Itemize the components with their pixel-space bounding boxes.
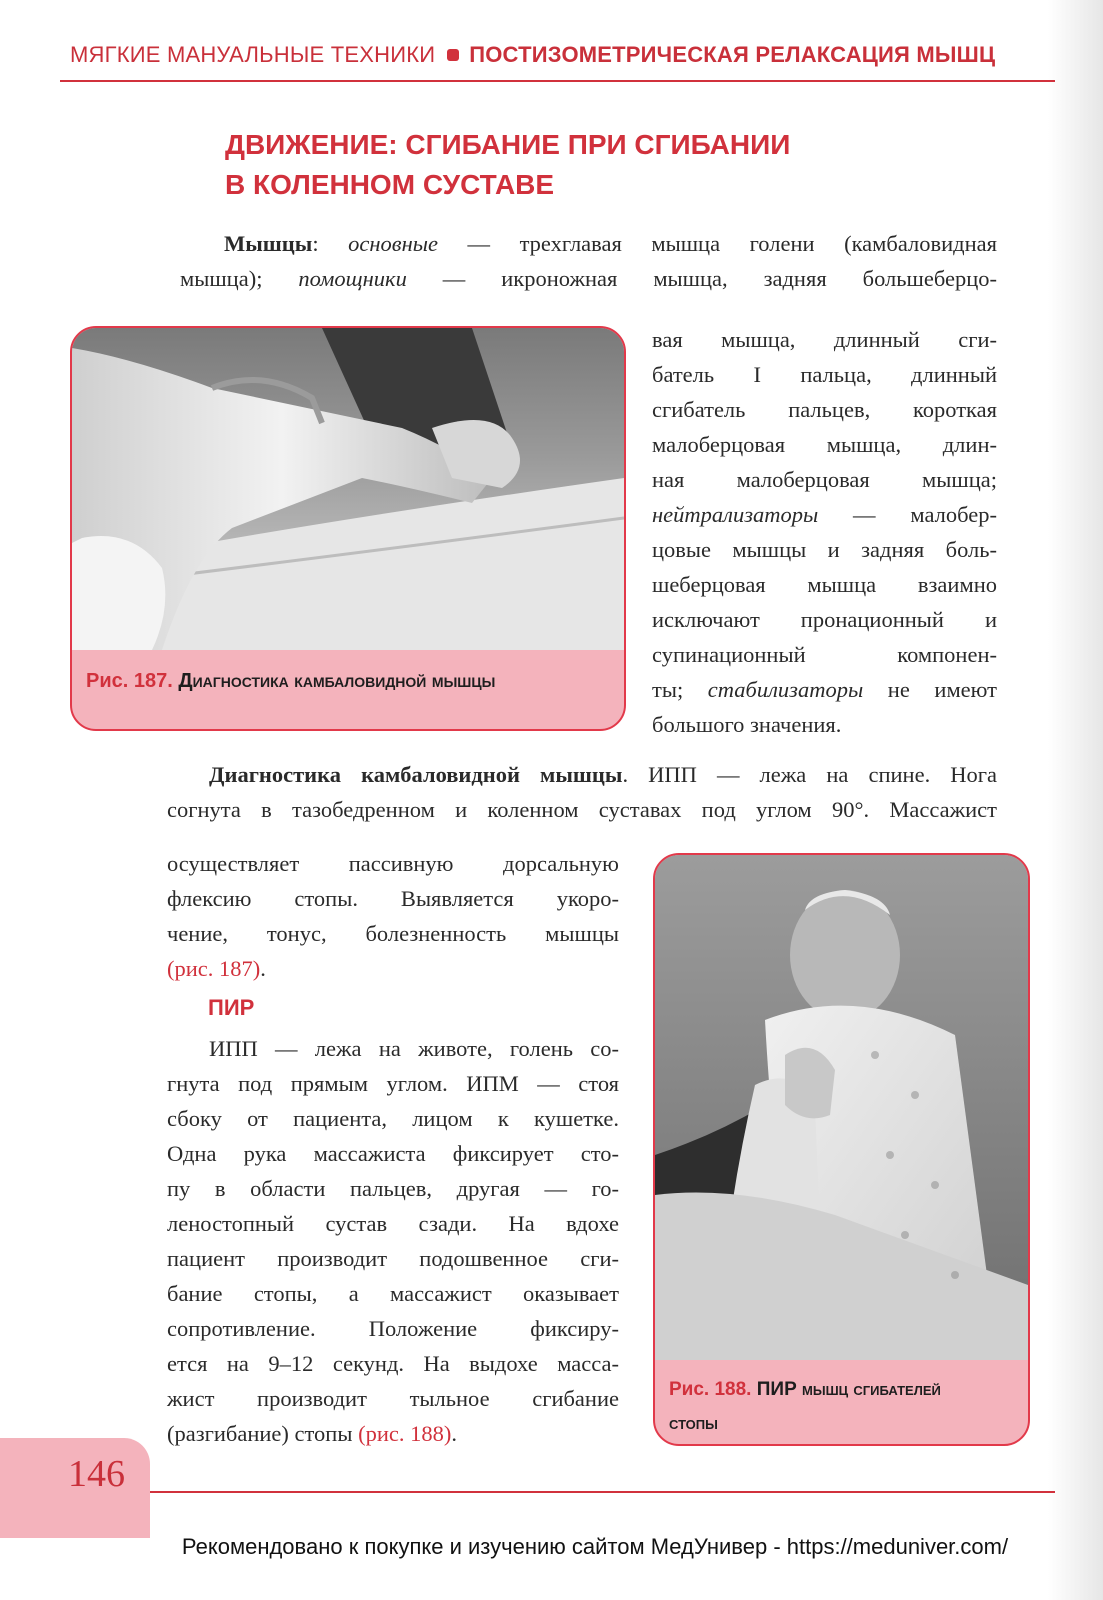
diagnostics-paragraph — [167, 757, 997, 827]
pir-heading: ПИР — [208, 995, 255, 1020]
text-line: ты; стабилизаторы не имеют — [652, 677, 998, 702]
text-line: мышца); помощники — икроножная мышца, задняя большеберцо- — [180, 266, 997, 291]
text-line: цовые мышцы и задняя боль- — [652, 537, 997, 562]
photo-soleus-diagnostics — [72, 328, 624, 650]
bullet-icon — [447, 49, 459, 61]
footer-rule — [150, 1491, 1055, 1493]
text-line: ная малоберцовая мышца; — [652, 467, 997, 492]
running-head-section: МЯГКИЕ МАНУАЛЬНЫЕ ТЕХНИКИ — [70, 42, 436, 67]
text-line: нейтрализаторы — малобер- — [652, 502, 997, 527]
heading-line-2: В КОЛЕННОМ СУСТАВЕ — [225, 169, 555, 200]
text-line: сбоку от пациента, лицом к кушетке. — [167, 1106, 619, 1131]
running-head — [70, 42, 1055, 68]
pir-paragraph — [167, 1031, 619, 1451]
photo-pir-foot-flexors — [655, 855, 1028, 1360]
text-line: сопротивление. Положение фиксиру- — [167, 1316, 619, 1341]
text-line: (разгибание) стопы (рис. 188). — [167, 1421, 457, 1446]
text-line: вая мышца, длинный сги- — [652, 327, 997, 352]
muscles-paragraph-column — [652, 322, 997, 742]
text-line: пациент производит подошвенное сги- — [167, 1246, 619, 1271]
figure-188 — [653, 853, 1030, 1446]
text-line: супинационный компонен- — [652, 642, 997, 667]
footer-watermark: Рекомендовано к покупке и изучению сайтом МедУнивер - https://meduniver.com/ — [181, 1534, 1009, 1559]
text-line: исключают пронационный и — [652, 607, 997, 632]
text-line: жист производит тыльное сгибание — [167, 1386, 619, 1411]
figure-187 — [70, 326, 626, 731]
text-line: Одна рука массажиста фиксирует сто- — [167, 1141, 619, 1166]
page-edge-shadow — [1048, 0, 1103, 1600]
text-line: ИПП — лежа на животе, голень со- — [209, 1036, 619, 1061]
figure-188-caption: Рис. 188. ПИР мышц сгибателей стопы — [669, 1379, 941, 1434]
text-line: Мышцы: основные — трехглавая мышца голени (камбаловидная — [224, 231, 997, 256]
text-line: сгибатель пальцев, короткая — [652, 397, 997, 422]
text-line: бание стопы, а массажист оказывает — [167, 1281, 619, 1306]
text-line: чение, тонус, болезненность мышцы — [167, 921, 619, 946]
text-line: большого значения. — [652, 712, 842, 737]
heading-line-1: ДВИЖЕНИЕ: СГИБАНИЕ ПРИ СГИБАНИИ — [225, 129, 791, 160]
text-line: гнута под прямым углом. ИПМ — стоя — [167, 1071, 619, 1096]
text-line: (рис. 187). — [167, 956, 266, 981]
text-line: Диагностика камбаловидной мышцы. ИПП — лежа на спине. Нога — [209, 762, 997, 787]
figure-187-caption: Рис. 187. Диагностика камбаловидной мышцы — [86, 670, 496, 692]
text-line: флексию стопы. Выявляется укоро- — [167, 886, 619, 911]
text-line: леностопный сустав сзади. На вдохе — [167, 1211, 619, 1236]
text-line: ется на 9–12 секунд. На выдохе масса- — [167, 1351, 619, 1376]
header-rule — [60, 80, 1055, 82]
text-line: пу в области пальцев, другая — го- — [167, 1176, 619, 1201]
text-line: осуществляет пассивную дорсальную — [167, 851, 619, 876]
diagnostics-paragraph-column — [167, 846, 619, 986]
page-number: 146 — [68, 1453, 125, 1495]
section-heading — [225, 125, 925, 205]
muscles-paragraph-top — [180, 226, 997, 296]
text-line: согнута в тазобедренном и коленном суставах под углом 90°. Массажист — [167, 797, 997, 822]
text-line: шеберцовая мышца взаимно — [652, 572, 997, 597]
text-line: батель I пальца, длинный — [652, 362, 997, 387]
running-head-chapter: ПОСТИЗОМЕТРИЧЕСКАЯ РЕЛАКСАЦИЯ МЫШЦ — [469, 42, 996, 67]
text-line: малоберцовая мышца, длин- — [652, 432, 997, 457]
